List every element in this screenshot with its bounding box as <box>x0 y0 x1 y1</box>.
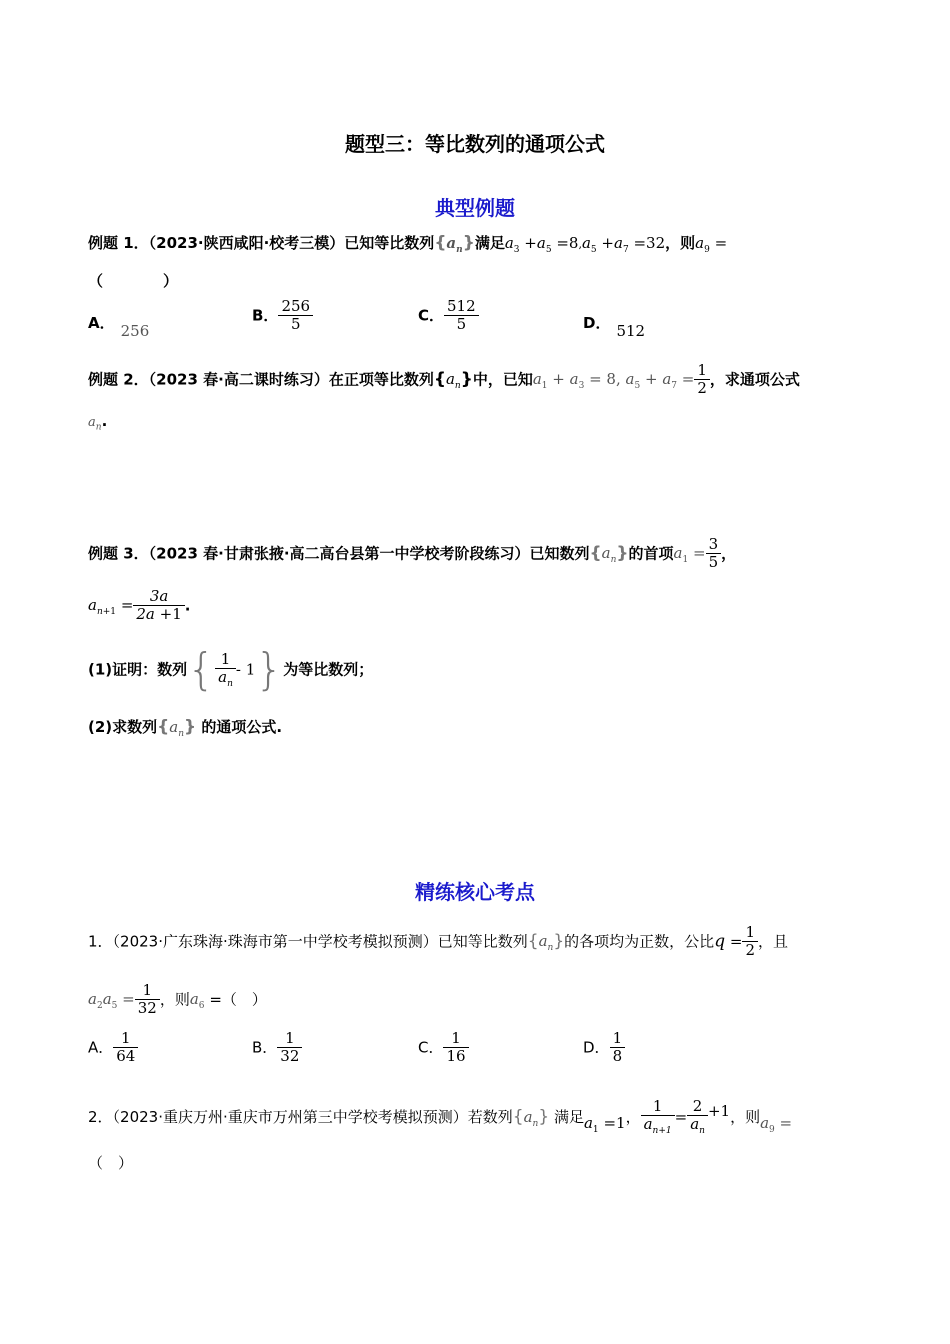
question-1-condition: $a_2a_5$ = $\frac{1}{32}$ ，则$a_6$ =（ ） <box>88 981 267 1018</box>
brace-icon: } <box>616 543 629 564</box>
example-2-tail: ，求通项公式 <box>709 370 800 389</box>
example-1-blank: （ ） <box>88 272 179 290</box>
example-2-stem: 例题 2．（2023 春·高二课时练习）在正项等比数列$\{a_n\}$中，已知$a_1 + a_3 = 8$, $a_5 + a_7$ = $\frac{1}{2}$ ，求通项公式 <box>88 361 800 398</box>
question-1-option-b: B． $\frac{1}{32}$ <box>252 1030 302 1066</box>
brace-icon: } <box>184 717 197 737</box>
brace-icon: } <box>553 931 565 952</box>
example-3-head: 例题 3．（2023 春·甘肃张掖·高二高台县第一中学校考阶段练习）已知数列 <box>88 544 590 563</box>
example-2-target: $a_n$. <box>88 412 108 433</box>
example-1-mid: 满足 <box>474 234 505 252</box>
example-3-mid: 的首项 <box>628 544 674 563</box>
brace-icon: } <box>460 369 473 390</box>
question-2-stem: 2．（2023·重庆万州·重庆市万州第三中学校考模拟预测）若数列$\{a_n\}$ 满足$a_1 =1$， $\frac{1}{a_{n+1}}$ = $\frac{2}{a_n}$ +1，则$a_9$ = <box>88 1097 793 1137</box>
brace-icon: { <box>512 1106 524 1127</box>
example-1-stem <box>88 232 727 255</box>
question-1-option-d: D． $\frac{1}{8}$ <box>583 1030 625 1066</box>
section-heading-examples: 典型例题 <box>435 196 515 220</box>
example-3-part-1: (1)证明：数列{ $\frac{1}{a_n}$ - 1}为等比数列； <box>88 644 374 695</box>
example-1-option-a: A． 256 <box>88 314 150 340</box>
brace-icon: { <box>527 931 539 952</box>
brace-icon: } <box>538 1106 550 1127</box>
example-1-tail: ，则 <box>665 234 696 252</box>
math-a9: $a_9$ = <box>695 234 728 255</box>
example-1-option-c: C． $\frac{512}{5}$ <box>418 298 479 334</box>
example-2-mid: 中，已知 <box>472 370 533 389</box>
question-1-option-c: C． $\frac{1}{16}$ <box>418 1030 469 1066</box>
question-1-stem: 1．（2023·广东珠海·珠海市第一中学校考模拟预测）已知等比数列$\{a_n\}$的各项均为正数，公比q = $\frac{1}{2}$ ，且 <box>88 923 788 960</box>
question-2-blank: （ ） <box>88 1154 134 1172</box>
example-1-condition-1: $a_3 +a_5 =8,a_5 +a_7 =32$ <box>504 234 666 255</box>
example-3-part-2: (2)求数列$\{a_n\}$ 的通项公式. <box>88 717 283 739</box>
brace-icon: { <box>157 717 170 737</box>
math-a-n: $a_n$ <box>446 234 463 255</box>
example-2-condition: $a_1 + a_3 = 8$, $a_5 + a_7$ = <box>532 370 695 392</box>
example-1-option-b: B． $\frac{256}{5}$ <box>252 298 313 334</box>
example-1-option-d: D． 512 <box>583 314 646 340</box>
brace-icon: { <box>433 369 446 390</box>
question-2-head: 2．（2023·重庆万州·重庆市万州第三中学校考模拟预测）若数列 <box>88 1107 513 1126</box>
brace-icon: { <box>589 543 602 564</box>
question-1-head: 1．（2023·广东珠海·珠海市第一中学校考模拟预测）已知等比数列 <box>88 932 528 951</box>
section-heading-practice: 精练核心考点 <box>415 880 535 904</box>
example-3-stem: 例题 3．（2023 春·甘肃张掖·高二高台县第一中学校考阶段练习）已知数列$\{a_n\}$的首项$a_1$ = $\frac{3}{5}$ ， <box>88 535 737 572</box>
question-1-option-a: A． $\frac{1}{64}$ <box>88 1030 138 1066</box>
brace-icon: { <box>434 233 447 253</box>
brace-icon: } <box>255 644 284 695</box>
example-2-head: 例题 2．（2023 春·高二课时练习）在正项等比数列 <box>88 370 434 389</box>
page-title: 题型三：等比数列的通项公式 <box>345 132 605 156</box>
brace-icon: { <box>187 644 216 695</box>
example-3-recurrence: $a_{n+1}$ = $\frac{3a}{2a +1}$ . <box>88 587 191 624</box>
brace-icon: } <box>462 233 475 253</box>
example-1-head: 例题 1．（2023·陕西咸阳·校考三模）已知等比数列 <box>88 234 435 252</box>
